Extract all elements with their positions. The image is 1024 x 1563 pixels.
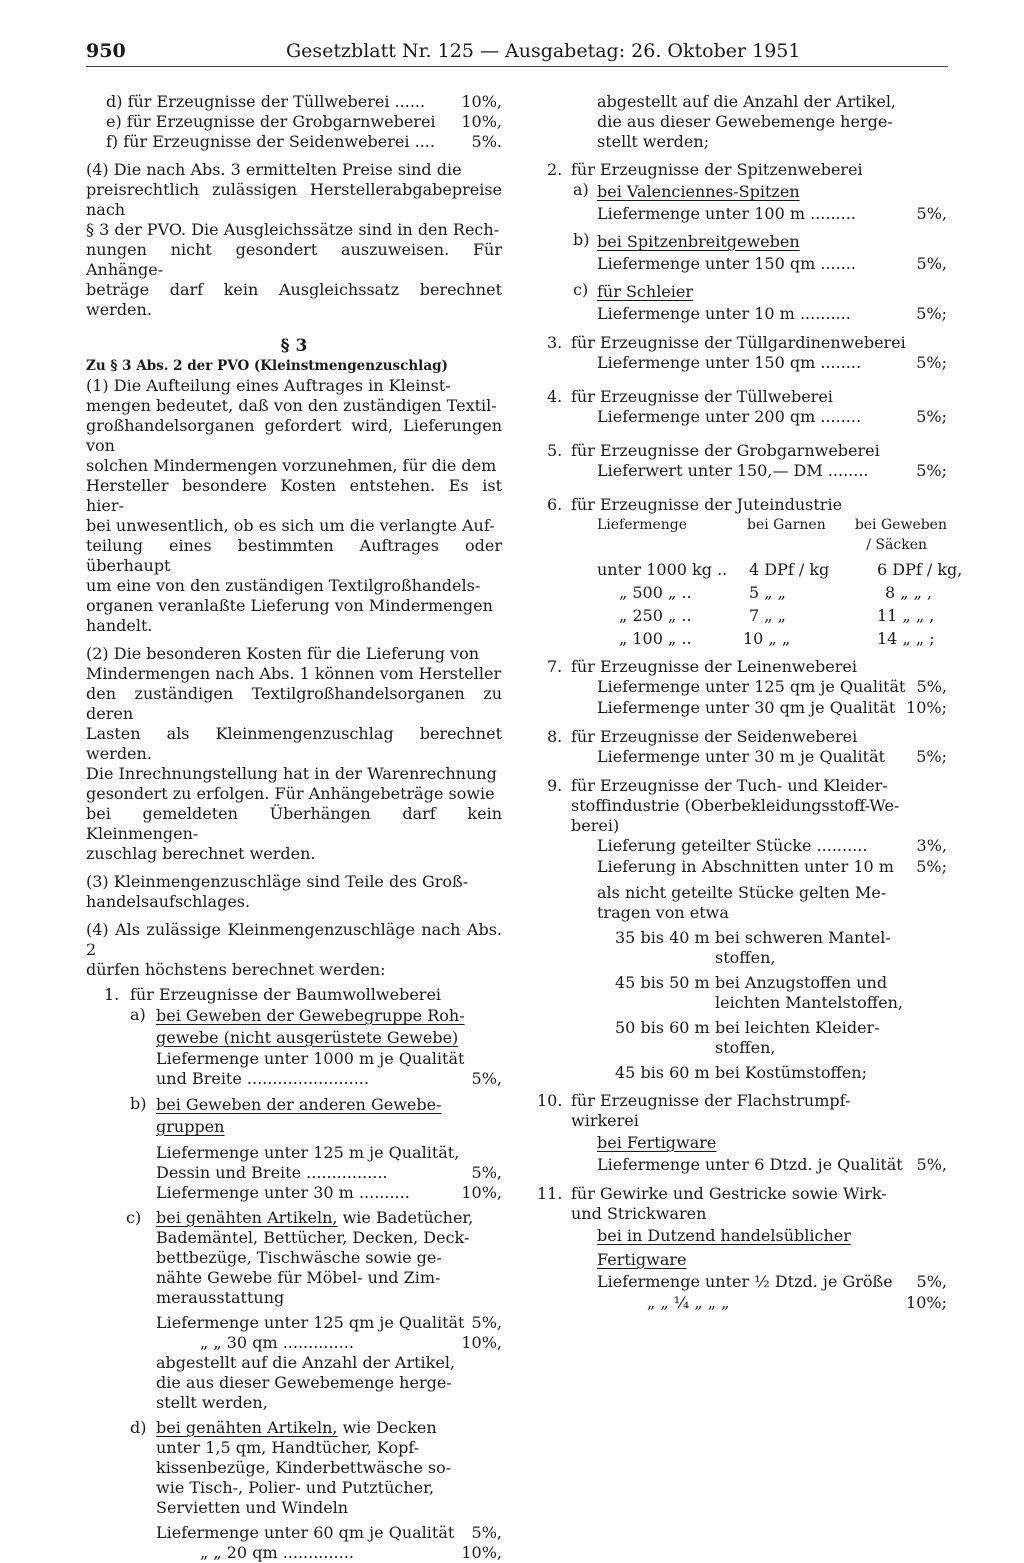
rate-item-e: e) für Erzeugnisse der Grobgarnweberei 10%, xyxy=(106,112,502,131)
subitem-1a: a) bei Geweben der Gewebegruppe Roh- gewebe (nicht ausgerüstete Gewebe) Liefermenge unter 1000 m je Qualität und Breite ........................ 5%, xyxy=(130,1005,502,1088)
jute-row: unter 1000 kg .. 4 DPf / kg 6 DPf / kg, xyxy=(597,560,963,579)
continuation-text: abgestellt auf die Anzahl der Artikel, die aus dieser Gewebemenge herge- stellt werden; xyxy=(597,92,897,151)
rate-item-d: d) für Erzeugnisse der Tüllweberei ...... 10%, xyxy=(106,92,502,111)
jute-row: „ 100 „ .. 10 „ „ 14 „ „ ; xyxy=(619,629,935,648)
section-heading: § 3 xyxy=(280,336,308,356)
list-item-1: 1. für Erzeugnisse der Baumwollweberei a) bei Geweben der Gewebegruppe Roh- gewebe (nicht ausgerüstete Gewebe) Liefermenge unter 1000 m je Qualität und Breite ........................ 5%, b) bei Geweben der anderen Gewebe- gruppen Liefermenge unter 125 m je Qualität, Dessin und Breite ................ 5%, Liefermenge unter 30 m .......... 10%, c) bei genähten Artikeln, wie Badetücher, Bademäntel, Bettücher, Decken, Deck- bettbezüge, Tischwäsche sowie ge- nähte Gewebe für Möbel- und Zim- merausstattung Liefermenge unter 125 qm je Qualität 5%, „ „ 30 qm .............. 10%, abgestellt auf die Anzahl der Artikel, die aus dieser Gewebemenge herge- stellt werden, d) bei genähten Artikeln, wie Decken unter 1,5 qm, Handtücher, Kopf- kissenbezüge, Kinderbettwäsche so- wie Tisch-, Polier- und Putztücher, Servietten und Windeln Liefermenge unter 60 qm je Qualität 5%, „ „ 20 qm .............. 10%, xyxy=(104,985,502,1562)
fabric-range: 45 bis 50 m bei Anzugstoffen und leichten Mantelstoffen, xyxy=(615,973,903,1012)
fabric-range: 35 bis 40 m bei schweren Mantel- stoffen, xyxy=(615,928,891,967)
list-item-7: 7. für Erzeugnisse der Leinenweberei Liefermenge unter 125 qm je Qualität 5%, Liefermenge unter 30 qm je Qualität 10%; xyxy=(547,657,947,717)
left-column xyxy=(86,92,502,1563)
list-item-10: 10. für Erzeugnisse der Flachstrumpf- wirkerei bei Fertigware Liefermenge unter 6 Dtzd. je Qualität 5%, xyxy=(537,1091,947,1174)
fabric-range: 45 bis 60 m bei Kostümstoffen; xyxy=(615,1063,867,1082)
subitem-1d: d) bei genähten Artikeln, wie Decken unter 1,5 qm, Handtücher, Kopf- kissenbezüge, Kinderbettwäsche so- wie Tisch-, Polier- und Putztücher, Servietten und Windeln Liefermenge unter 60 qm je Qualität 5%, „ „ 20 qm .............. 10%, xyxy=(130,1418,502,1562)
paragraph-3: (3) Kleinmengenzuschläge sind Teile des Groß- handelsaufschlages. xyxy=(86,872,469,911)
right-column xyxy=(537,92,963,1314)
subitem-1b: b) bei Geweben der anderen Gewebe- gruppen Liefermenge unter 125 m je Qualität, Dessin und Breite ................ 5%, Liefermenge unter 30 m .......... 10%, xyxy=(130,1094,502,1202)
list-item-6: 6. für Erzeugnisse der Juteindustrie Liefermenge bei Garnen bei Geweben / Säcken unter 1000 kg .. 4 DPf / kg 6 DPf / kg, „ 500 „ .. 5 „ „ 8 „ „ , „ 250 „ .. 7 „ „ 11 „ „ , „ 100 „ .. 10 „ „ 14 „ „ ; xyxy=(541,495,947,652)
paragraph-1: (1) Die Aufteilung eines Auftrages in Kleinst- mengen bedeutet, daß von den zuständigen Textil- großhandelsorganen gefordert wird, Lieferungen von solchen Mindermengen vorzunehmen, für die dem Hersteller besondere Kosten entstehen. Es ist hier- bei unwesentlich, ob es sich um die verlangte Auf- teilung eines bestimmten Auftrages oder überhaupt um eine von den zuständigen Textilgroßhandels- organen veranlaßte Lieferung von Mindermengen handelt. xyxy=(86,376,502,635)
page-header-title: Gesetzblatt Nr. 125 — Ausgabetag: 26. Oktober 1951 xyxy=(286,40,801,62)
header-rule xyxy=(86,66,948,67)
list-item-11: 11. für Gewirke und Gestricke sowie Wirk- und Strickwaren bei in Dutzend handelsüblicher Fertigware Liefermenge unter ½ Dtzd. je Größe 5%, „ „ ¼ „ „ „ 10%; xyxy=(537,1184,947,1312)
page-number: 950 xyxy=(86,40,126,62)
paragraph-4-prices: (4) Die nach Abs. 3 ermittelten Preise sind die preisrechtlich zulässigen Herstellerabgabepreise nach § 3 der PVO. Die Ausgleichssätze sind in den Rech- nungen nicht gesondert auszuweisen. Für Anhänge- beträge darf kein Ausgleichssatz berechnet werden. xyxy=(86,160,502,319)
list-item-9: 9. für Erzeugnisse der Tuch- und Kleider- stoffindustrie (Oberbekleidungsstoff-We- berei) Lieferung geteilter Stücke .......... 3%, Lieferung in Abschnitten unter 10 m 5%; als nicht geteilte Stücke gelten Me- tragen von etwa 35 bis 40 m bei schweren Mantel- stoffen, 45 bis 50 m bei Anzugstoffen und leichten Mantelstoffen, 50 bis 60 m bei leichten Kleider- stoffen, 45 bis 60 m bei Kostümstoffen; xyxy=(547,776,947,1082)
rate-item-f: f) für Erzeugnisse der Seidenweberei .... 5%. xyxy=(106,132,502,151)
list-item-5: 5. für Erzeugnisse der Grobgarnweberei Lieferwert unter 150,— DM ........ 5%; xyxy=(547,441,947,480)
paragraph-2: (2) Die besonderen Kosten für die Lieferung von Mindermengen nach Abs. 1 können vom Hersteller den zuständigen Textilgroßhandelsorganen zu deren Lasten als Kleinmengenzuschlag berechnet werden. Die Inrechnungstellung hat in der Warenrechnung gesondert zu erfolgen. Für Anhängebeträge sowie bei gemeldeten Überhängen darf kein Kleinmengen- zuschlag berechnet werden. xyxy=(86,644,502,863)
list-item-3: 3. für Erzeugnisse der Tüllgardinenweberei Liefermenge unter 150 qm ........ 5%; xyxy=(547,333,947,372)
jute-row: „ 500 „ .. 5 „ „ 8 „ „ , xyxy=(619,583,933,602)
paragraph-4-list-intro: (4) Als zulässige Kleinmengenzuschläge nach Abs. 2 dürfen höchstens berechnet werden: xyxy=(86,920,502,979)
fabric-range: 50 bis 60 m bei leichten Kleider- stoffen, xyxy=(615,1018,880,1057)
subitem-1c: c) bei genähten Artikeln, wie Badetücher, Bademäntel, Bettücher, Decken, Deck- bettbezüge, Tischwäsche sowie ge- nähte Gewebe für Möbel- und Zim- merausstattung Liefermenge unter 125 qm je Qualität 5%, „ „ 30 qm .............. 10%, abgestellt auf die Anzahl der Artikel, die aus dieser Gewebemenge herge- stellt werden, xyxy=(126,1208,502,1412)
list-item-4: 4. für Erzeugnisse der Tüllweberei Liefermenge unter 200 qm ........ 5%; xyxy=(547,387,947,426)
list-item-8: 8. für Erzeugnisse der Seidenweberei Liefermenge unter 30 m je Qualität 5%; xyxy=(547,727,947,766)
jute-table-header: Liefermenge bei Garnen bei Geweben xyxy=(597,517,947,533)
jute-row: „ 250 „ .. 7 „ „ 11 „ „ , xyxy=(619,606,935,625)
list-item-2: 2. für Erzeugnisse der Spitzenweberei a) bei Valenciennes-Spitzen Liefermenge unter 100 m ......... 5%, b) bei Spitzenbreitgeweben Liefermenge unter 150 qm ....... 5%, c) für Schleier Liefermenge unter 10 m .......... 5%; xyxy=(547,160,947,323)
section-subheading: Zu § 3 Abs. 2 der PVO (Kleinstmengenzuschlag) xyxy=(86,358,448,374)
